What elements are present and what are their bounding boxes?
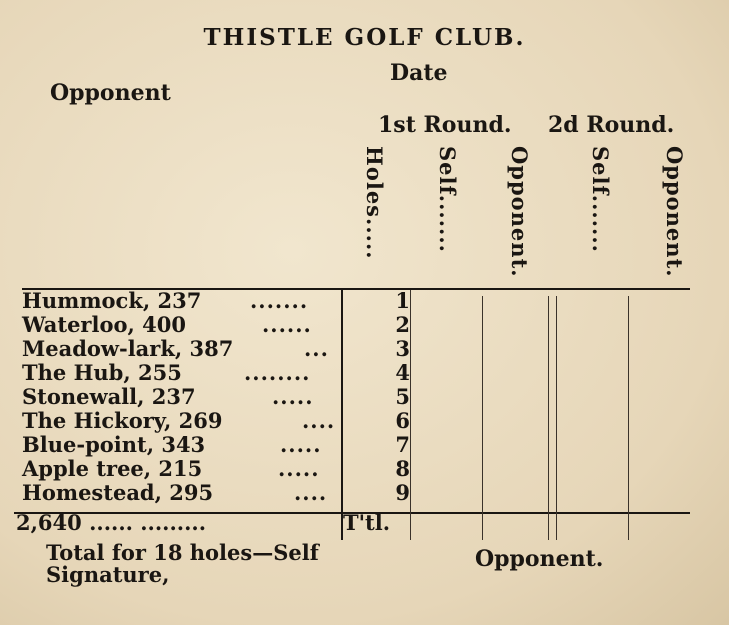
- hole-number: 2: [395, 312, 410, 337]
- course-name: Homestead, 295: [22, 480, 214, 505]
- signature-label: Signature,: [46, 562, 170, 587]
- leader-dots: ....: [294, 480, 328, 505]
- hole-number: 4: [395, 360, 410, 385]
- total-label: T'tl.: [343, 510, 391, 535]
- course-name: Stonewall, 237: [22, 384, 196, 409]
- course-name: Hummock, 237: [22, 288, 202, 313]
- opponent-round1-column-header: Opponent.: [507, 146, 532, 278]
- leader-dots: ......: [262, 312, 312, 337]
- table-row: [22, 360, 722, 384]
- first-round-label: 1st Round.: [378, 112, 512, 138]
- hole-number: 7: [395, 432, 410, 457]
- table-row: [22, 312, 722, 336]
- table-row: [22, 288, 722, 312]
- course-name: The Hub, 255: [22, 360, 182, 385]
- table-row: [22, 336, 722, 360]
- hole-number: 3: [395, 336, 410, 361]
- holes-column-header: Holes.....: [362, 146, 387, 260]
- second-round-label: 2d Round.: [548, 112, 675, 138]
- total-yardage: 2,640 ...... .........: [16, 510, 207, 535]
- hole-number: 9: [395, 480, 410, 505]
- course-name: Meadow-lark, 387: [22, 336, 234, 361]
- self-round1-column-header: Self.......: [435, 146, 460, 253]
- course-name: Apple tree, 215: [22, 456, 203, 481]
- total-18-holes-self: Total for 18 holes—Self: [46, 540, 319, 565]
- hole-number: 6: [395, 408, 410, 433]
- course-name: The Hickory, 269: [22, 408, 223, 433]
- opponent-header: Opponent: [50, 80, 171, 106]
- hole-number: 8: [395, 456, 410, 481]
- course-name: Blue-point, 343: [22, 432, 206, 457]
- leader-dots: .......: [250, 288, 309, 313]
- table-row: [22, 384, 722, 408]
- table-row: [22, 456, 722, 480]
- hole-number: 1: [395, 288, 410, 313]
- leader-dots: .....: [280, 432, 322, 457]
- table-row: [22, 408, 722, 432]
- self-round2-column-header: Self.......: [588, 146, 613, 253]
- table-row: [22, 480, 722, 504]
- leader-dots: ....: [302, 408, 336, 433]
- hole-number: 5: [395, 384, 410, 409]
- club-title: THISTLE GOLF CLUB.: [203, 24, 526, 51]
- leader-dots: .....: [278, 456, 320, 481]
- leader-dots: .....: [272, 384, 314, 409]
- footer-opponent-label: Opponent.: [475, 546, 604, 572]
- opponent-round2-column-header: Opponent.: [662, 146, 687, 278]
- leader-dots: ........: [244, 360, 311, 385]
- date-label: Date: [390, 60, 448, 86]
- leader-dots: ...: [304, 336, 329, 361]
- table-row: [22, 432, 722, 456]
- course-name: Waterloo, 400: [22, 312, 186, 337]
